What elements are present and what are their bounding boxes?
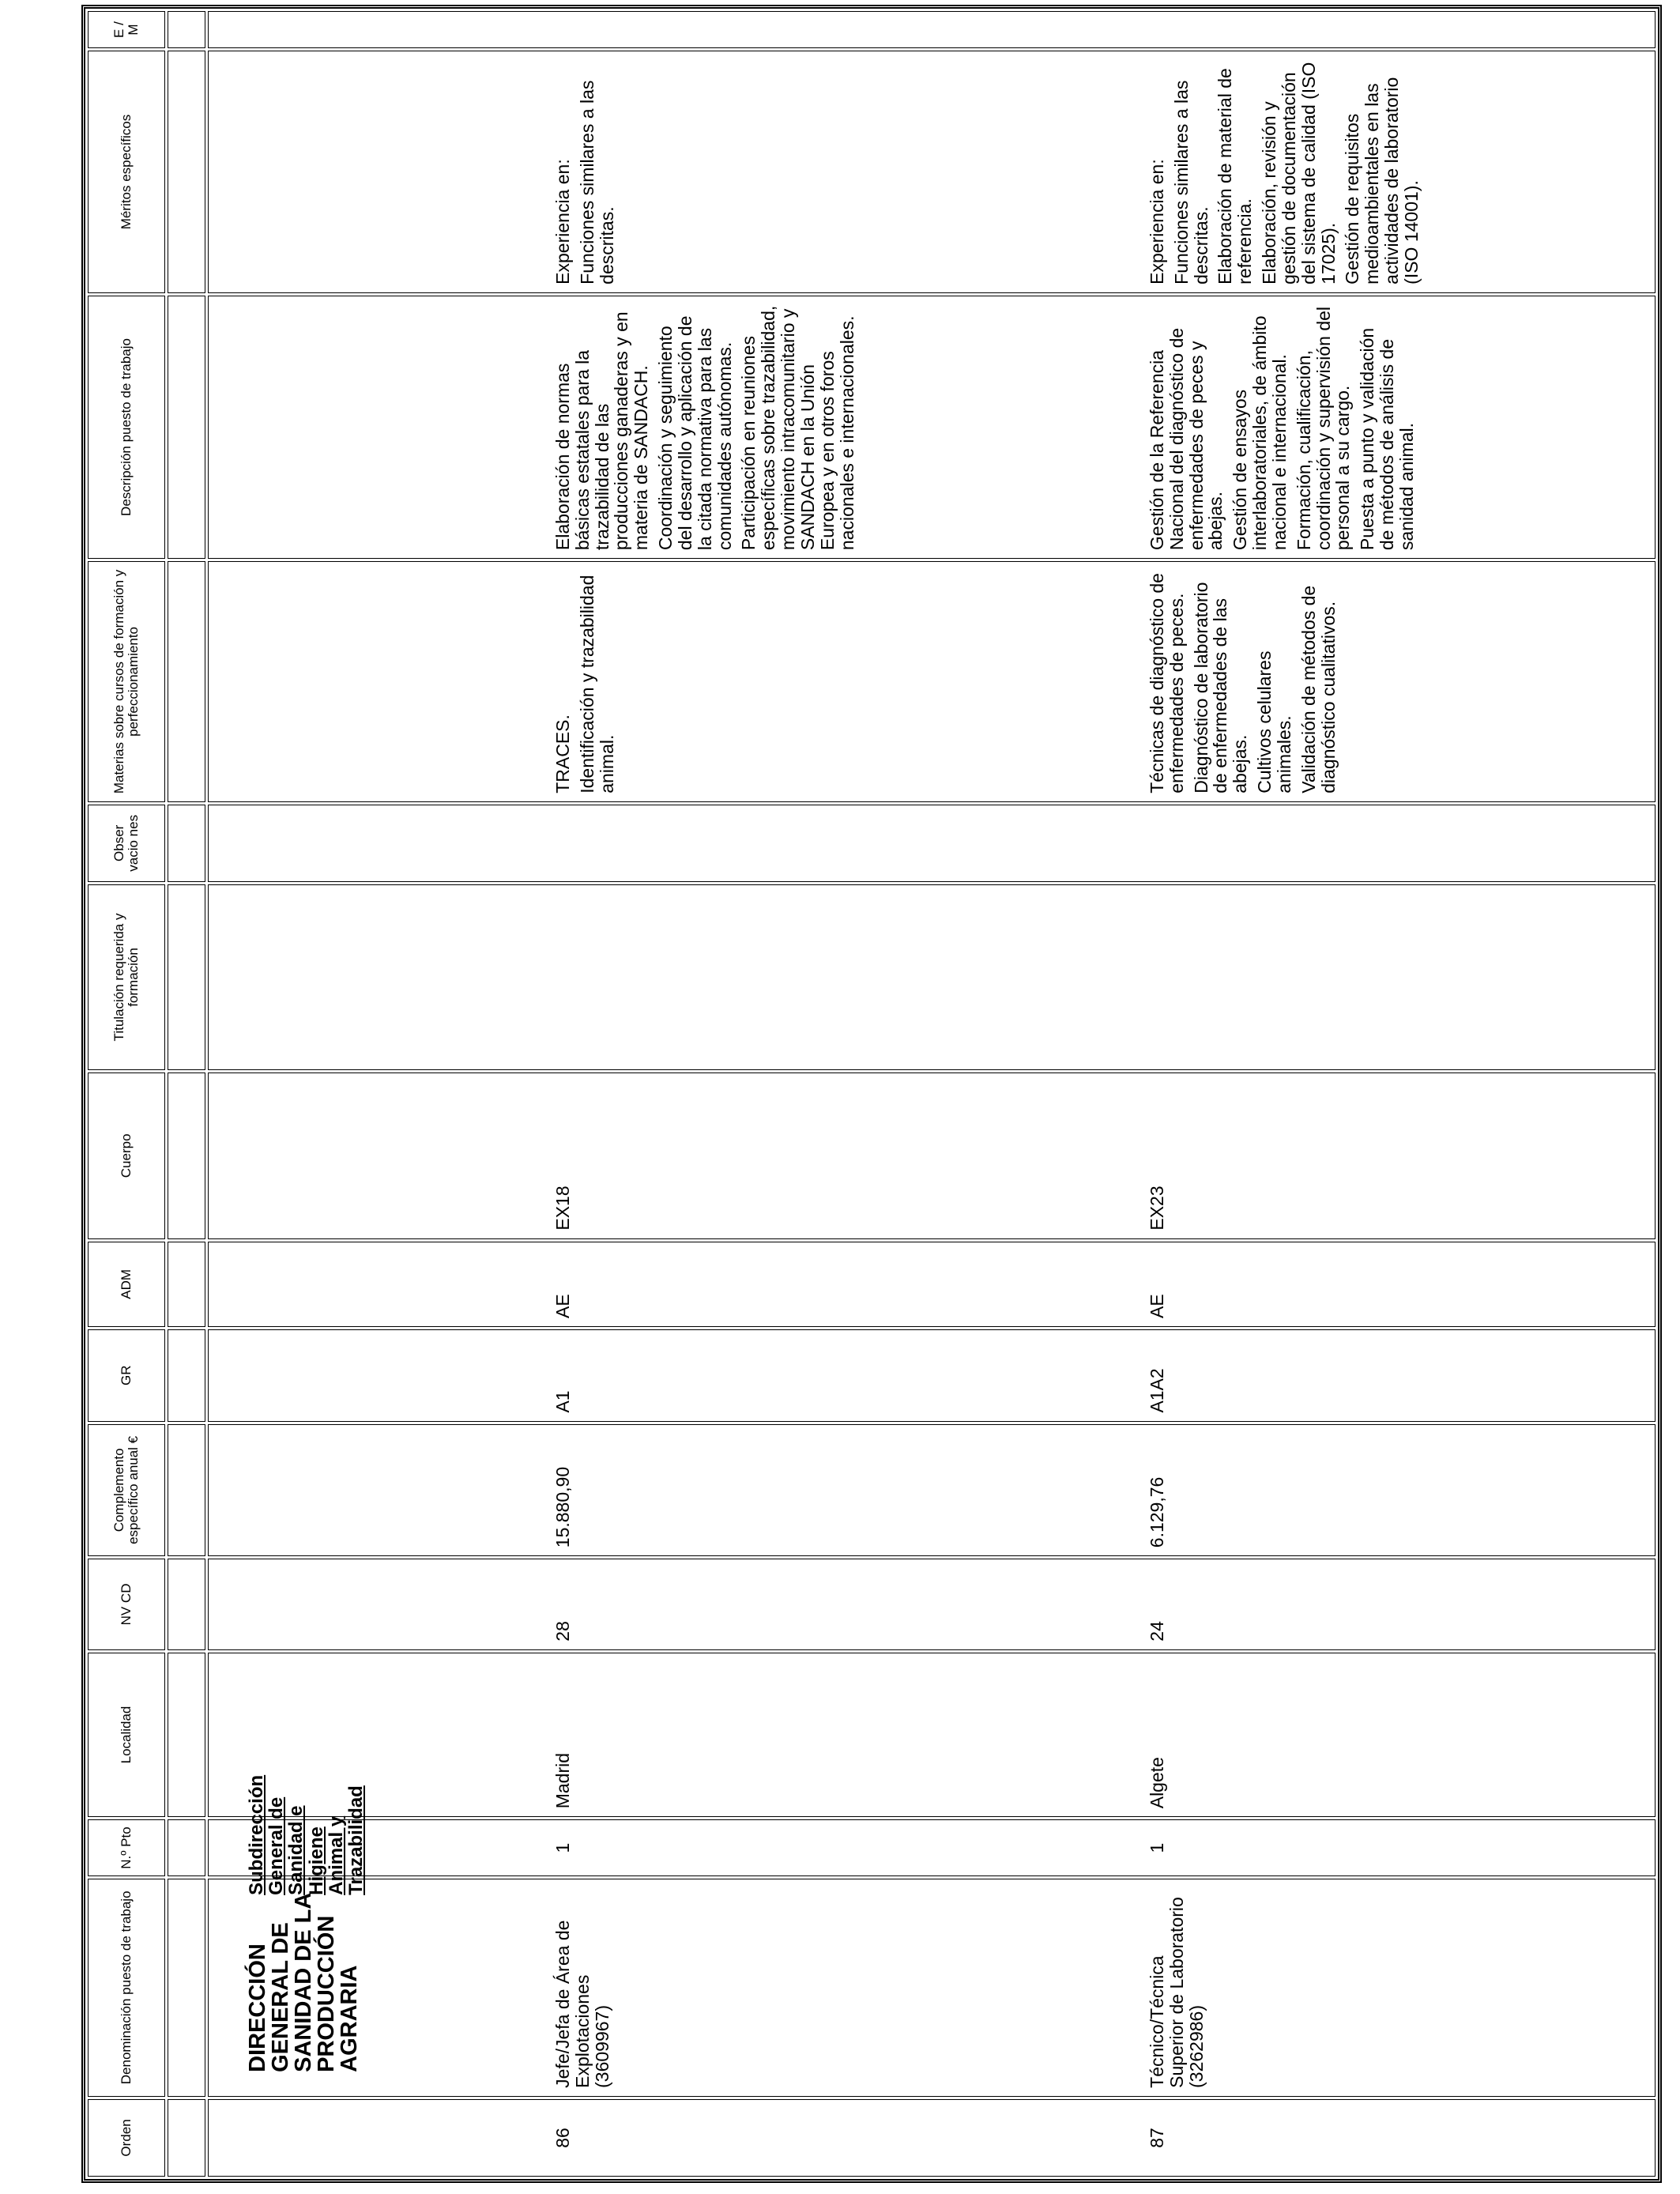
adm-86: AE [552, 1294, 573, 1318]
descripcion-item: Puesta a punto y validación de métodos de análisis de sanidad animal. [1357, 327, 1417, 551]
gr-87: A1A2 [1147, 1368, 1167, 1413]
subdireccion-general-title: Subdirección General de Sanidad e Higiene Animal y Trazabilidad [246, 1774, 367, 1895]
spacer-cell [168, 296, 205, 559]
descripcion-item: Elaboración de normas básicas estatales para la trazabilidad de las producciones ganaderas y en materia de SANDACH. [552, 311, 652, 551]
localidad-86: Madrid [552, 1752, 573, 1809]
denominacion-87: Técnico/Técnica Superior de Laboratorio (3262986) [1147, 1897, 1207, 2088]
header-observaciones: Obser vacio nes [88, 805, 165, 882]
organization-block [245, 1774, 367, 2096]
cuerpo-cell [208, 1072, 1656, 1239]
adm-cell [208, 1242, 1656, 1327]
materias-87 [1147, 562, 1338, 801]
descripcion-item: Coordinación y seguimiento del desarrollo y aplicación de la citada normativa para las comunidades autónomas. [655, 315, 735, 551]
table-body-row [208, 11, 1656, 2177]
merito-item: Experiencia en: [1147, 159, 1167, 285]
materia-item: Validación de métodos de diagnóstico cualitativos. [1298, 585, 1339, 794]
complemento-87: 6.129,76 [1147, 1476, 1167, 1548]
header-meritos: Méritos específicos [88, 51, 165, 293]
spacer-cell [168, 2099, 205, 2177]
localidad-87: Algete [1147, 1757, 1167, 1809]
spacer-cell [168, 11, 205, 48]
complemento-86: 15.880,90 [552, 1466, 573, 1548]
spacer-row [168, 11, 205, 2177]
header-row [88, 11, 165, 2177]
descripcion-item: Gestión de ensayos interlaboratoriales, de ámbito nacional e internacional. [1230, 315, 1290, 551]
localidad-cell [208, 1653, 1656, 1818]
observaciones-cell [208, 805, 1656, 882]
meritos-cell [208, 51, 1656, 293]
header-em: E / M [88, 11, 165, 48]
orden-86: 86 [552, 2128, 573, 2148]
spacer-cell [168, 561, 205, 802]
header-denominacion: Denominación puesto de trabajo [88, 1879, 165, 2097]
descripcion-87 [1147, 296, 1417, 558]
n-pto-86: 1 [552, 1842, 573, 1853]
descripcion-cell [208, 296, 1656, 559]
spacer-cell [168, 884, 205, 1070]
gr-cell [208, 1329, 1656, 1422]
materia-item: Diagnóstico de laboratorio de enfermedades de las abejas. [1190, 582, 1251, 794]
em-cell [208, 11, 1656, 48]
header-nv-cd: NV CD [88, 1559, 165, 1650]
header-titulacion: Titulación requerida y formación [88, 884, 165, 1070]
gr-86: A1 [552, 1390, 573, 1413]
merito-item: Experiencia en: [552, 159, 573, 285]
merito-item: Gestión de requisitos medioambientales en las actividades de laboratorio (ISO 14001). [1342, 77, 1422, 285]
complemento-cell [208, 1424, 1656, 1557]
header-materias: Materias sobre cursos de formación y perfeccionamiento [88, 561, 165, 802]
descripcion-item: Participación en reuniones específicas sobre trazabilidad, movimiento intracomunitario y SANDACH en la Unión Europea y en otros foros nacionales e internacionales. [738, 305, 857, 551]
header-cuerpo: Cuerpo [88, 1072, 165, 1239]
materias-86 [553, 562, 616, 801]
meritos-87 [1147, 51, 1422, 292]
merito-item: Funciones similares a las descritas. [1170, 80, 1211, 285]
materia-item: Técnicas de diagnóstico de enfermedades de peces. [1147, 573, 1187, 794]
cuerpo-86: EX18 [552, 1186, 573, 1231]
descripcion-86 [553, 296, 857, 558]
merito-item: Elaboración de material de referencia. [1215, 68, 1256, 285]
spacer-cell [168, 51, 205, 293]
spacer-cell [168, 1879, 205, 2097]
merito-item: Funciones similares a las descritas. [576, 80, 617, 285]
descripcion-item: Formación, cualificación, coordinación y supervisión del personal a su cargo. [1293, 306, 1354, 551]
descripcion-item: Gestión de la Referencia Nacional del diagnóstico de enfermedades de peces y abejas. [1147, 327, 1226, 551]
spacer-cell [168, 1329, 205, 1422]
spacer-cell [168, 1653, 205, 1818]
header-localidad: Localidad [88, 1653, 165, 1818]
spacer-cell [168, 1559, 205, 1650]
nv-cd-cell [208, 1559, 1656, 1650]
header-descripcion: Descripción puesto de trabajo [88, 296, 165, 559]
header-complemento: Complemento específico anual € [88, 1424, 165, 1557]
header-adm: ADM [88, 1242, 165, 1327]
denominacion-86: Jefe/Jefa de Área de Explotaciones (3609967) [552, 1920, 612, 2088]
job-positions-table [81, 5, 1662, 2183]
n-pto-87: 1 [1147, 1842, 1167, 1853]
meritos-86 [553, 51, 616, 292]
header-orden: Orden [88, 2099, 165, 2177]
materia-item: Identificación y trazabilidad animal. [576, 575, 617, 794]
header-gr: GR [88, 1329, 165, 1422]
cuerpo-87: EX23 [1147, 1186, 1167, 1231]
materia-item: Cultivos celulares animales. [1254, 650, 1294, 794]
merito-item: Elaboración, revisión y gestión de documentación del sistema de calidad (ISO 17025). [1259, 62, 1339, 285]
adm-87: AE [1147, 1294, 1167, 1318]
nv-cd-87: 24 [1147, 1621, 1167, 1642]
header-n-pto: N.º Pto [88, 1819, 165, 1876]
spacer-cell [168, 1424, 205, 1557]
materias-cell [208, 561, 1656, 802]
spacer-cell [168, 805, 205, 882]
nv-cd-86: 28 [552, 1621, 573, 1642]
n-pto-cell [208, 1819, 1656, 1876]
titulacion-cell [208, 884, 1656, 1070]
direccion-general-title: DIRECCIÓN GENERAL DE SANIDAD DE LA PRODUCCIÓN AGRARIA [245, 1893, 362, 2072]
orden-87: 87 [1147, 2128, 1167, 2148]
spacer-cell [168, 1819, 205, 1876]
orden-cell [208, 2099, 1656, 2177]
spacer-cell [168, 1242, 205, 1327]
spacer-cell [168, 1072, 205, 1239]
materia-item: TRACES. [552, 714, 573, 794]
